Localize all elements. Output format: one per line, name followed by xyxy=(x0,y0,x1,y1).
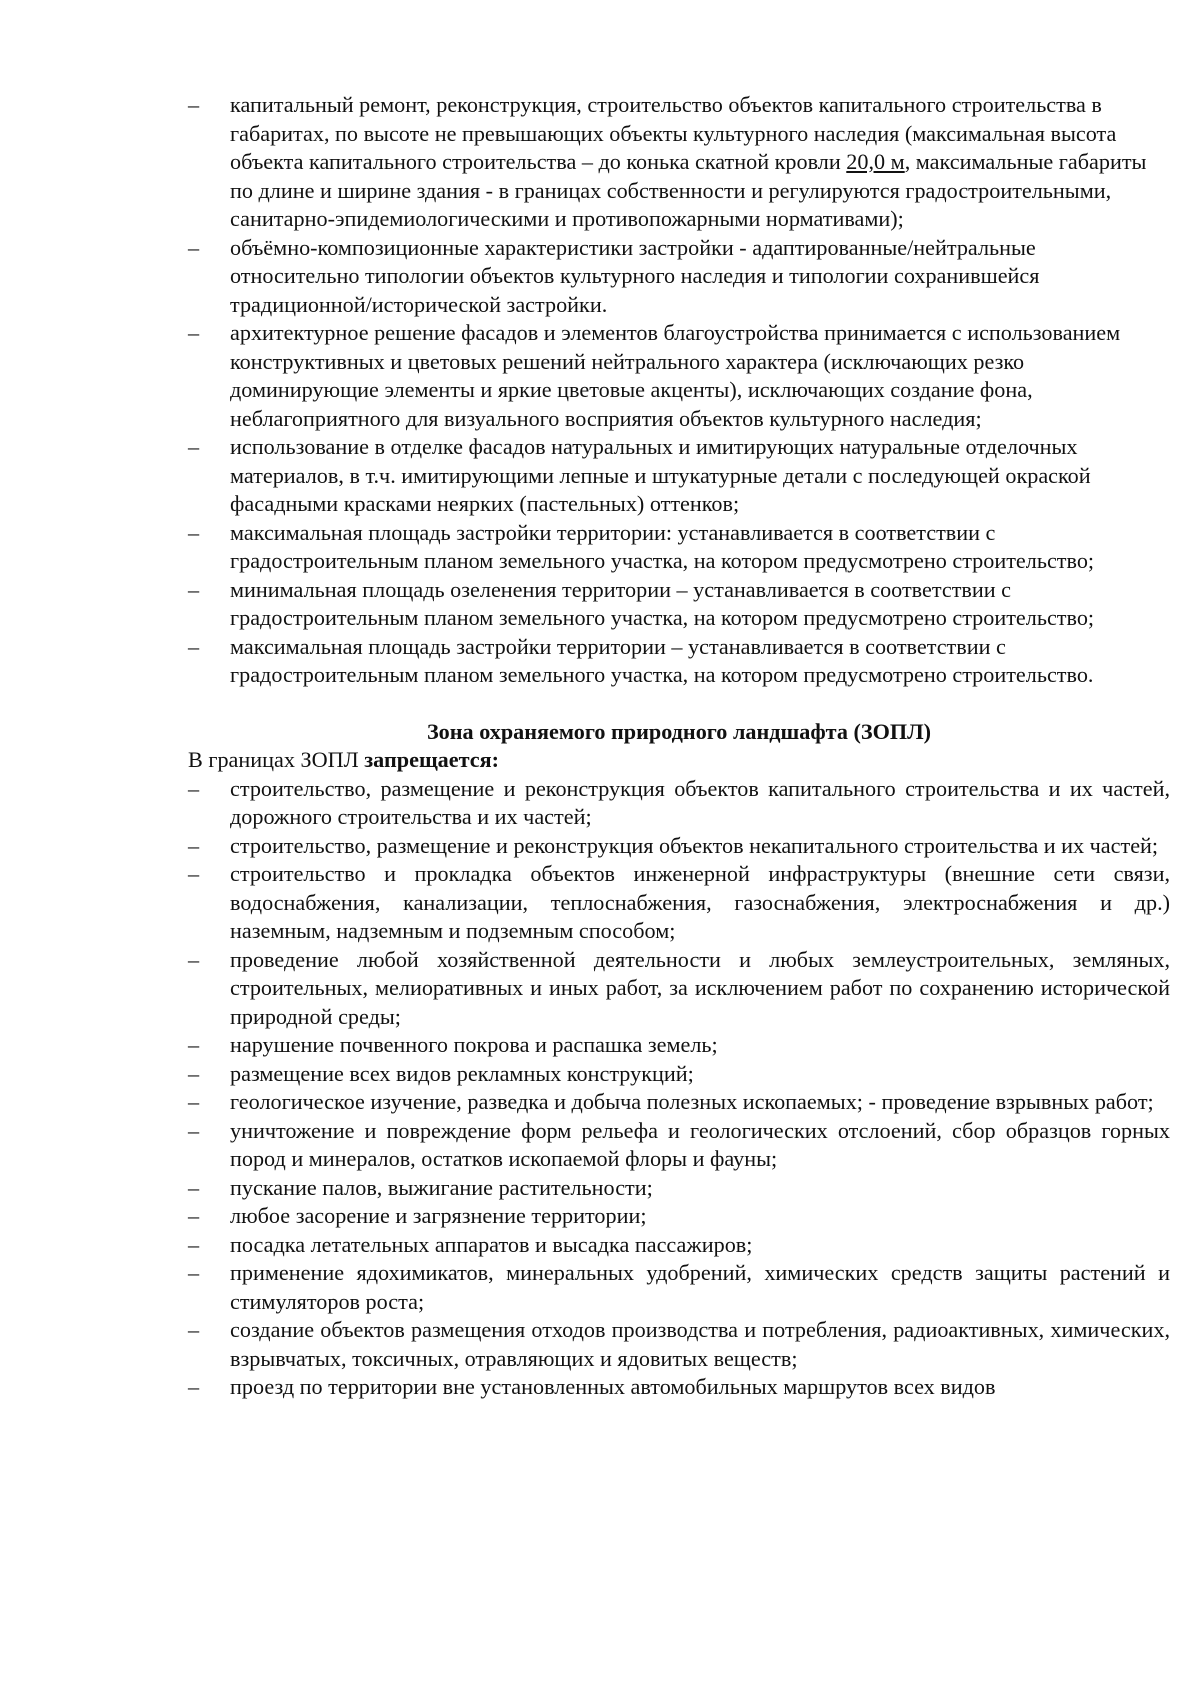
item-text: архитектурное решение фасадов и элементов благоустройства принимается с использованием конструктивных и цветовых решений нейтрального характера (исключающих резко доминирующие элементы и яркие цветовые акценты), исключающих создание фона, неблагоприятного для визуального восприятия объектов культурного наследия; xyxy=(230,320,1121,431)
bullet-dash: – xyxy=(188,1317,200,1342)
item-text: строительство, размещение и реконструкция объектов капитального строительства и их частей, дорожного строительства и их частей; xyxy=(230,775,1170,829)
item-text: любое засорение и загрязнение территории; xyxy=(230,1203,647,1228)
item-text: максимальная площадь застройки территории – устанавливается в соответствии с градостроительным планом земельного участка, на котором предусмотрено строительство. xyxy=(230,633,1094,687)
list-item xyxy=(188,946,1170,1032)
bullet-dash: – xyxy=(188,1260,200,1285)
item-text-before: капитальный ремонт, реконструкция, строительство объектов капитального строительства в габаритах, по высоте не превышающих объекты культурного наследия (максимальная высота объекта капитального строительства – до конька скатной кровли xyxy=(230,92,1117,174)
list-item xyxy=(188,1231,1170,1260)
list-item xyxy=(188,576,1170,633)
list-item xyxy=(188,1117,1170,1174)
bullet-dash: – xyxy=(188,1231,200,1257)
item-text: уничтожение и повреждение форм рельефа и геологических отслоений, сбор образцов горных пород и минералов, остатков ископаемой флоры и фауны; xyxy=(230,1117,1170,1171)
list-item xyxy=(188,1088,1170,1117)
bullet-dash: – xyxy=(188,1174,200,1200)
item-text: максимальная площадь застройки территории: устанавливается в соответствии с градостроительным планом земельного участка, на котором предусмотрено строительство; xyxy=(230,519,1095,573)
item-text: пускание палов, выжигание растительности; xyxy=(230,1174,653,1200)
item-text: проведение любой хозяйственной деятельности и любых землеустроительных, земляных, строительных, мелиоративных и иных работ, за исключением работ по сохранению исторической природной среды; xyxy=(230,946,1170,1029)
item-text: минимальная площадь озеленения территории – устанавливается в соответствии с градостроительным планом земельного участка, на котором предусмотрено строительство; xyxy=(230,576,1095,630)
item-text: применение ядохимикатов, минеральных удобрений, химических средств защиты растений и стимуляторов роста; xyxy=(230,1260,1170,1314)
section1-list xyxy=(188,91,1170,690)
list-item xyxy=(188,319,1170,433)
list-item xyxy=(188,1259,1170,1316)
intro-prefix: В границах ЗОПЛ xyxy=(188,747,365,772)
bullet-dash: – xyxy=(188,320,200,345)
item-text-after: , максимальные габариты по длине и ширине здания - в границах собственности и регулируются градостроительными, санитарно-эпидемиологическими и противопожарными нормативами); xyxy=(230,149,1147,231)
bullet-dash: – xyxy=(188,1374,200,1399)
bullet-dash: – xyxy=(188,1060,200,1086)
list-item xyxy=(188,1031,1170,1060)
item-text: размещение всех видов рекламных конструкций; xyxy=(230,1060,694,1086)
bullet-dash: – xyxy=(188,519,200,545)
bullet-dash: – xyxy=(188,832,200,858)
bullet-dash: – xyxy=(188,861,200,886)
section-heading: Зона охраняемого природного ландшафта (ЗОПЛ) xyxy=(426,718,932,744)
item-text: проезд по территории вне установленных автомобильных маршрутов всех видов xyxy=(230,1374,996,1399)
list-item xyxy=(188,1202,1170,1231)
list-item xyxy=(188,91,1170,234)
bullet-dash: – xyxy=(188,434,200,459)
list-item xyxy=(188,1316,1170,1373)
height-value: 20,0 м xyxy=(846,149,905,174)
list-item xyxy=(188,860,1170,946)
bullet-dash: – xyxy=(188,576,200,602)
bullet-dash: – xyxy=(188,92,200,117)
bullet-dash: – xyxy=(188,1032,200,1057)
intro-bold: запрещается: xyxy=(364,747,500,772)
item-text: объёмно-композиционные характеристики застройки - адаптированные/нейтральные относительно типологии объектов культурного наследия и типологии сохранившейся традиционной/исторической застройки. xyxy=(230,234,1040,317)
section2-list xyxy=(188,775,1170,1402)
bullet-dash: – xyxy=(188,775,200,801)
item-text: посадка летательных аппаратов и высадка пассажиров; xyxy=(230,1231,753,1257)
page-content xyxy=(188,91,1170,1402)
list-item xyxy=(188,234,1170,320)
bullet-dash: – xyxy=(188,633,200,659)
list-item xyxy=(188,519,1170,576)
item-text: создание объектов размещения отходов производства и потребления, радиоактивных, химических, взрывчатых, токсичных, отравляющих и ядовитых веществ; xyxy=(230,1317,1170,1371)
item-text: геологическое изучение, разведка и добыча полезных ископаемых; - проведение взрывных работ; xyxy=(230,1089,1154,1114)
item-text: нарушение почвенного покрова и распашка земель; xyxy=(230,1032,718,1057)
list-item xyxy=(188,832,1170,861)
list-item xyxy=(188,1373,1170,1402)
bullet-dash: – xyxy=(188,946,200,972)
bullet-dash: – xyxy=(188,1203,200,1228)
item-text: строительство, размещение и реконструкция объектов некапитального строительства и их частей; xyxy=(230,832,1159,858)
list-item xyxy=(188,775,1170,832)
list-item xyxy=(188,1174,1170,1203)
bullet-dash: – xyxy=(188,1117,200,1143)
list-item xyxy=(188,633,1170,690)
list-item xyxy=(188,1060,1170,1089)
list-item xyxy=(188,433,1170,519)
section-intro xyxy=(188,746,1170,775)
item-text: строительство и прокладка объектов инженерной инфраструктуры (внешние сети связи, водоснабжения, канализации, теплоснабжения, газоснабжения, электроснабжения и др.) наземным, надземным и подземным способом; xyxy=(230,861,1170,943)
bullet-dash: – xyxy=(188,1089,200,1114)
bullet-dash: – xyxy=(188,234,200,260)
item-text: использование в отделке фасадов натуральных и имитирующих натуральные отделочных материалов, в т.ч. имитирующими лепные и штукатурные детали с последующей окраской фасадными красками неярких (пастельных) оттенков; xyxy=(230,434,1091,516)
